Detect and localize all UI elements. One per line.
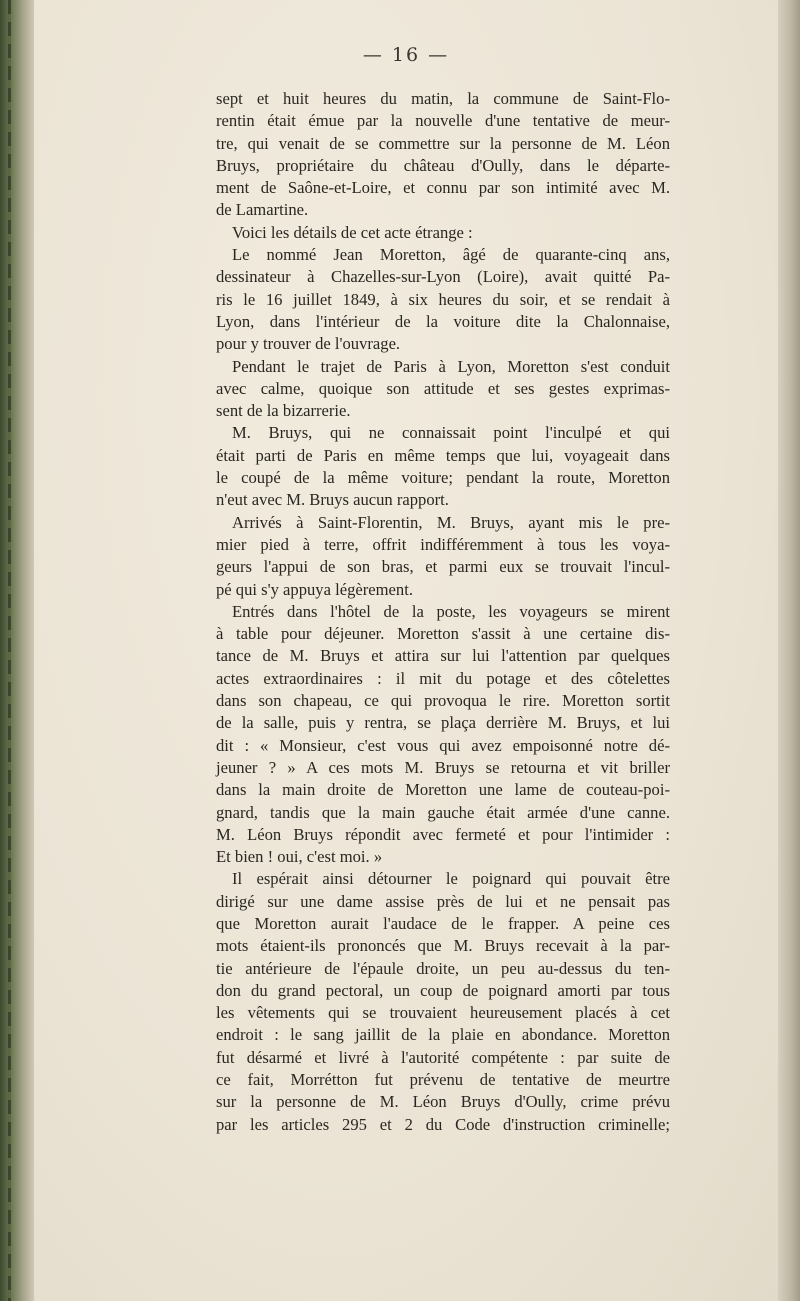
text-line: avec calme, quoique son attitude et ses gestes exprimas- — [216, 378, 670, 398]
text-line: le coupé de la même voiture; pendant la route, Moretton — [216, 468, 670, 488]
text-line: mier pied à terre, offrit indifféremment à tous les voya- — [216, 534, 670, 554]
text-line: actes extraordinaires : il mit du potage et des côtelettes — [216, 668, 670, 688]
text-line: pé qui s'y appuya légèrement. — [216, 579, 413, 599]
text-line: ce fait, Morrétton fut prévenu de tentative de meurtre — [216, 1070, 670, 1090]
text-line: pour y trouver de l'ouvrage. — [216, 334, 401, 354]
text-line: Voici les détails de cet acte étrange : — [232, 222, 473, 242]
text-line: fut désarmé et livré à l'autorité compétente : par suite de — [216, 1047, 670, 1067]
text-line: Entrés dans l'hôtel de la poste, les voyageurs se mirent — [232, 601, 670, 621]
text-line: sept et huit heures du matin, la commune de Saint-Flo- — [216, 89, 670, 108]
text-line: était parti de Paris en même temps que lui, voyageait dans — [216, 445, 670, 465]
text-line: endroit : le sang jaillit de la plaie en abondance. Moretton — [216, 1025, 670, 1045]
text-line: tie antérieure de l'épaule droite, un peu au-dessus du ten- — [216, 958, 670, 978]
text-line: dans son chapeau, ce qui provoqua le rire. Moretton sortit — [216, 691, 670, 711]
text-line: M. Bruys, qui ne connaissait point l'inculpé et qui — [232, 423, 670, 443]
text-line: sent de la bizarrerie. — [216, 401, 351, 421]
text-line: tance de M. Bruys et attira sur lui l'attention par quelques — [216, 646, 670, 666]
text-line: Arrivés à Saint-Florentin, M. Bruys, ayant mis le pre- — [232, 512, 670, 532]
text-line: n'eut avec M. Bruys aucun rapport. — [216, 490, 449, 510]
text-line: mots étaient-ils prononcés que M. Bruys recevait à la par- — [216, 936, 670, 956]
scan-binding-edge — [0, 0, 34, 1301]
text-line: les vêtements qui se trouvaient heureusement placés à cet — [216, 1003, 670, 1023]
text-line: dans la main droite de Moretton une lame de couteau-poi- — [216, 780, 670, 800]
text-line: M. Léon Bruys répondit avec fermeté et pour l'intimider : — [216, 824, 670, 844]
text-line: gnard, tandis que la main gauche était armée d'une canne. — [216, 802, 670, 822]
text-line: Il espérait ainsi détourner le poignard qui pouvait être — [232, 869, 670, 889]
text-line: dirigé sur une dame assise près de lui et ne pensait pas — [216, 891, 670, 911]
text-line: ment de Saône-et-Loire, et connu par son intimité avec M. — [216, 178, 670, 198]
book-page — [34, 0, 778, 1301]
text-line: de Lamartine. — [216, 200, 309, 220]
text-line: Lyon, dans l'intérieur de la voiture dite la Chalonnaise, — [216, 311, 670, 331]
text-line: don du grand pectoral, un coup de poignard amorti par tous — [216, 980, 670, 1000]
text-line: par les articles 295 et 2 du Code d'instruction criminelle; — [216, 1114, 670, 1134]
page-number: — 16 — — [362, 44, 450, 66]
body-text — [216, 88, 670, 1136]
text-line: geurs l'appui de son bras, et parmi eux se trouvait l'incul- — [216, 557, 670, 577]
text-line: Le nommé Jean Moretton, âgé de quarante-cinq ans, — [232, 245, 670, 265]
text-line: Pendant le trajet de Paris à Lyon, Moretton s'est conduit — [232, 356, 670, 376]
text-line: ris le 16 juillet 1849, à six heures du soir, et se rendait à — [216, 289, 670, 309]
text-line: de la salle, puis y rentra, se plaça derrière M. Bruys, et lui — [216, 713, 670, 733]
text-line: jeuner ? » A ces mots M. Bruys se retourna et vit briller — [216, 757, 670, 777]
text-line: Bruys, propriétaire du château d'Oully, dans le départe- — [216, 155, 670, 175]
text-line: dit : « Monsieur, c'est vous qui avez empoisonné notre dé- — [216, 735, 670, 755]
scan-page-edge — [778, 0, 800, 1301]
text-line: à table pour déjeuner. Moretton s'assit à une certaine dis- — [216, 624, 670, 644]
text-line: sur la personne de M. Léon Bruys d'Oully, crime prévu — [216, 1092, 670, 1112]
text-line: Et bien ! oui, c'est moi. » — [216, 847, 383, 867]
text-line: que Moretton aurait l'audace de le frapper. A peine ces — [216, 913, 670, 933]
text-line: tre, qui venait de se commettre sur la personne de M. Léon — [216, 133, 670, 153]
text-line: rentin était émue par la nouvelle d'une tentative de meur- — [216, 111, 670, 131]
text-line: dessinateur à Chazelles-sur-Lyon (Loire), avait quitté Pa- — [216, 267, 670, 287]
